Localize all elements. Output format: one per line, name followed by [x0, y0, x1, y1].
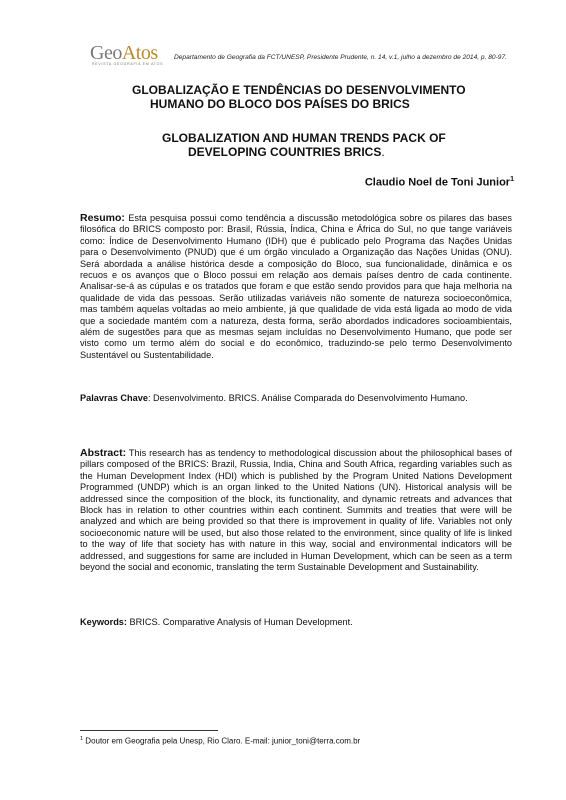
resumo-label: Resumo: [80, 212, 125, 224]
logo-word-main: Geo [90, 42, 122, 64]
title-en-line1 [162, 131, 446, 145]
author-name-text: Claudio Noel de Toni Junior [364, 176, 511, 189]
palavras-chave-text: : Desenvolvimento. BRICS. Análise Comparada do Desenvolvimento Humano. [147, 393, 468, 403]
logo-subtitle: REVISTA GEOGRAFIA EM ATOS [92, 62, 164, 66]
logo-word-accent: Atos [121, 42, 158, 64]
keywords-label: Keywords: [80, 617, 127, 627]
keywords-paragraph [80, 617, 512, 628]
author-name [365, 176, 514, 189]
title-pt-line1: GLOBALIZAÇÃO E TENDÊNCIAS DO DESENVOLVIMENTO [132, 83, 466, 97]
journal-logo [90, 42, 168, 68]
title-en-line1-text: GLOBALIZATION AND HUMAN TRENDS PACK OF [162, 131, 446, 145]
abstract-label: Abstract: [80, 447, 127, 459]
footnote-divider [80, 730, 218, 731]
footnote [80, 736, 360, 746]
author-footnote-mark: 1 [510, 176, 514, 183]
abstract-paragraph [80, 448, 512, 573]
palavras-chave-label: Palavras Chave [80, 393, 148, 403]
abstract-text: This research has as tendency to methodological discussion about the philosophical bases of pillars composed of the BRICS: Brazil, Russia, India, China and South Africa, regarding variables such as the Human Development Index (HDI) which is published by the Program United Nations Development Programmed (UNDP) which is an organ linked to the United Nations (UN). Historical analysis will be addressed since the composition of the block, its functionality, and dynamic retreats and advances that Block has in relation to other countries within each continent. Summits and treaties that were will be analyzed and which are being provided so that there is improvement in quality of life. Variables not only socioeconomic nature will be used, but also those related to the environment, since quality of life is linked to the way of life that society has with nature in this way, social and environmental indicators will be addressed, and suggestions for same are included in Human Development, which can be seen as a term beyond the social and economic, translating the term Sustainable Development and Sustainability. [80, 448, 512, 573]
title-en-period: . [381, 145, 385, 159]
title-pt-line2: HUMANO DO BLOCO DOS PAÍSES DO BRICS [150, 97, 410, 111]
journal-citation: Departamento de Geografia da FCT/UNESP, Presidente Prudente, n. 14, v.1, julho a dezembro de 2014, p. 80-97. [174, 54, 507, 61]
palavras-chave-paragraph [80, 393, 512, 404]
title-en-line2 [188, 145, 385, 159]
title-en-line2-text: DEVELOPING COUNTRIES BRICS [188, 145, 382, 159]
resumo-text: Esta pesquisa possui como tendência a discussão metodológica sobre os pilares das bases filosófica do BRICS composto por: Brasil, Rússia, Índica, China e África do Sul, no que tange variáveis como: Índice de Desenvolvimento Humano (IDH) que é publicado pelo Programa das Nações Unidas para o Desenvolvimento (PNUD) que é um órgão vinculado a Organização das Nações Unidas (ONU). Será abordada a análise histórica desde a composição do Bloco, sua funcionalidade, dinâmica e os recuos e os avanços que o Bloco possui em relação aos demais países dentro de cada continente. Analisar-se-á as cúpulas e os tratados que foram e que estão sendo providos para que haja melhoria na qualidade de vida das pessoas. Serão utilizadas variáveis não somente de natureza socioeconômica, mas também aquelas voltadas ao meio ambiente, já que qualidade de vida está ligada ao modo de vida que a sociedade mantém com a natureza, desta forma, serão abordados indicadores socioambientais, além de sugestões para que as mesmas sejam incluídas no Desenvolvimento Humano, que pode ser visto como um termo além do social e do econômico, traduzindo-se pelo termo Desenvolvimento Sustentável ou Sustentabilidade. [80, 213, 512, 360]
resumo-paragraph [80, 213, 512, 361]
footnote-mark: 1 [80, 736, 84, 742]
keywords-text: BRICS. Comparative Analysis of Human Development. [126, 617, 353, 627]
footnote-text: Doutor em Geografia pela Unesp, Rio Claro. E-mail: junior_toni@terra.com.br [83, 736, 361, 746]
logo-wordmark [90, 42, 158, 64]
